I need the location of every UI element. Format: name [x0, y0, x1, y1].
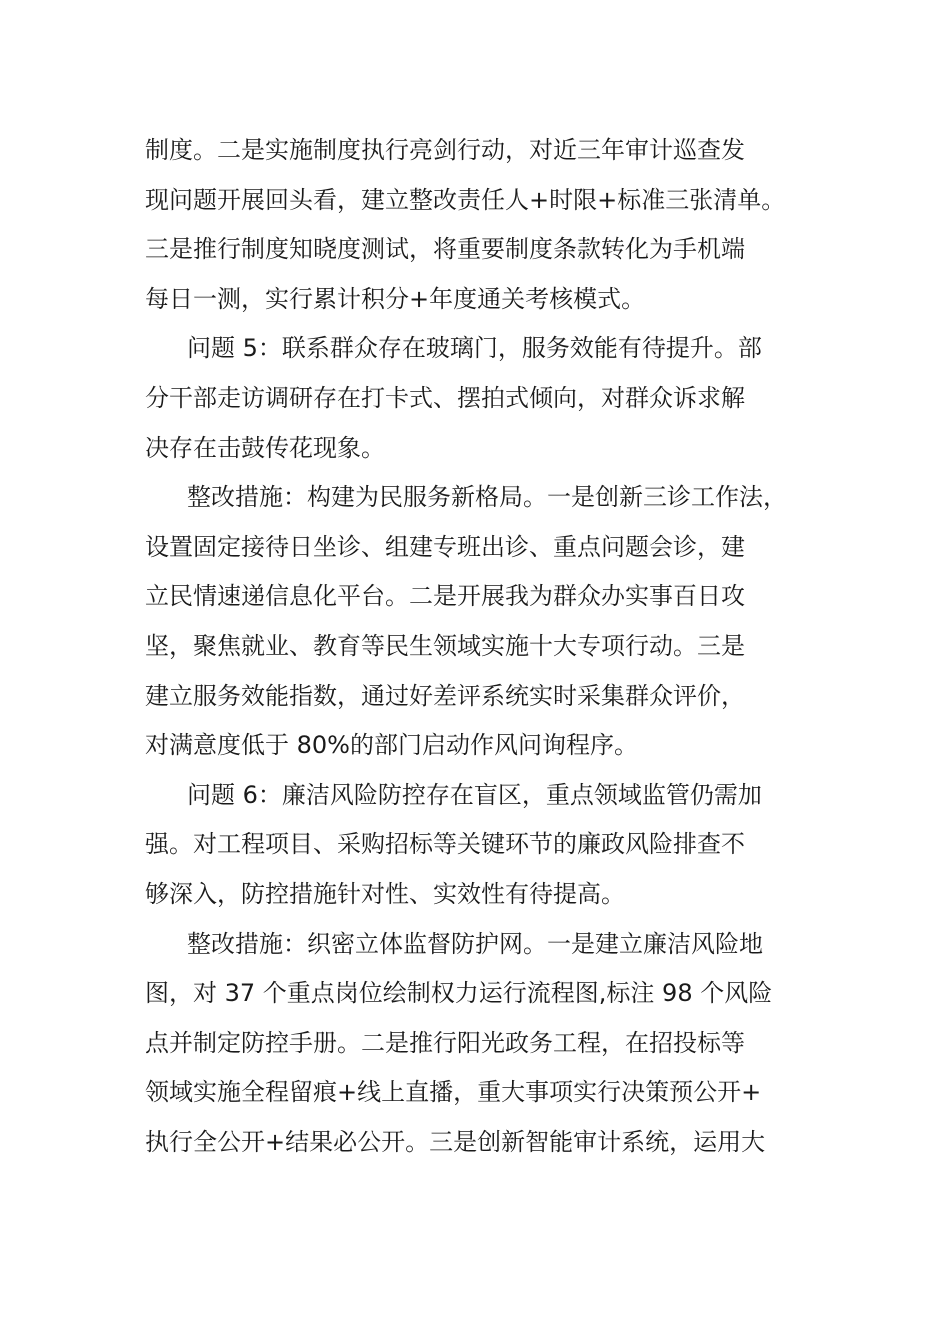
text-line: 够深入，防控措施针对性、实效性有待提高。 [145, 879, 625, 908]
text-line: 立民情速递信息化平台。二是开展我为群众办实事百日攻 [145, 582, 745, 611]
text-line: 每日一测，实行累计积分+年度通关考核模式。 [145, 284, 646, 313]
text-line: 决存在击鼓传花现象。 [145, 433, 385, 462]
text-line: 领域实施全程留痕+线上直播，重大事项实行决策预公开+ [145, 1078, 762, 1107]
issue-6-heading-line: 问题 6：廉洁风险防控存在盲区，重点领域监管仍需加 [187, 780, 762, 809]
text-line: 三是推行制度知晓度测试，将重要制度条款转化为手机端 [145, 235, 745, 264]
text-line: 建立服务效能指数，通过好差评系统实时采集群众评价， [145, 681, 745, 710]
text-line: 坚，聚焦就业、教育等民生领域实施十大专项行动。三是 [145, 631, 745, 660]
text-line: 对满意度低于 80%的部门启动作风问询程序。 [145, 731, 638, 760]
text-line: 制度。二是实施制度执行亮剑行动，对近三年审计巡查发 [145, 136, 745, 164]
text-line: 现问题开展回头看，建立整改责任人+时限+标准三张清单。 [145, 185, 786, 214]
text-line: 强。对工程项目、采购招标等关键环节的廉政风险排查不 [145, 830, 745, 859]
issue-5-heading-line: 问题 5：联系群众存在玻璃门，服务效能有待提升。部 [187, 334, 762, 363]
text-line: 点并制定防控手册。二是推行阳光政务工程，在招投标等 [145, 1028, 745, 1057]
measures-heading-line: 整改措施：构建为民服务新格局。一是创新三诊工作法， [187, 483, 787, 512]
text-line: 分干部走访调研存在打卡式、摆拍式倾向，对群众诉求解 [145, 383, 745, 412]
text-line: 图，对 37 个重点岗位绘制权力运行流程图,标注 98 个风险 [145, 979, 773, 1008]
text-line: 执行全公开+结果必公开。三是创新智能审计系统，运用大 [145, 1127, 766, 1156]
document-body [145, 126, 845, 1167]
measures-heading-line: 整改措施：织密立体监督防护网。一是建立廉洁风险地 [187, 929, 763, 958]
text-line: 设置固定接待日坐诊、组建专班出诊、重点问题会诊，建 [145, 532, 745, 561]
